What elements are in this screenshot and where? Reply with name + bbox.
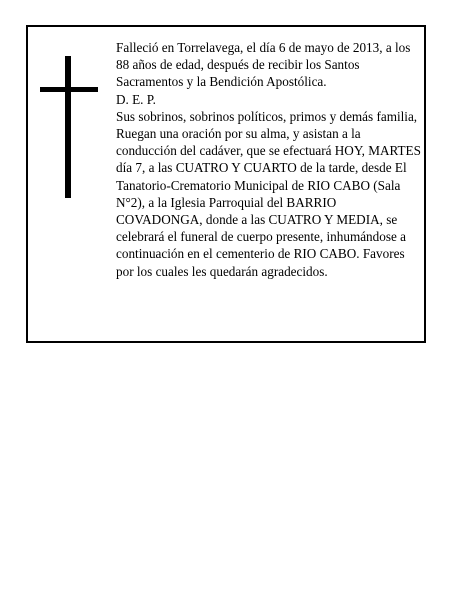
rip-line: D. E. P. <box>116 91 156 107</box>
family-line: Sus sobrinos, sobrinos políticos, primos y demás familia, <box>116 108 418 124</box>
cross-vertical-bar <box>65 56 71 198</box>
death-announcement: Falleció en Torrelavega, el día 6 de mayo de 2013, a los 88 años de edad, después de recibir los Santos Sacramentos y la Bendición Apostólica. <box>116 40 411 90</box>
obituary-notice <box>26 25 426 343</box>
funeral-details: Ruegan una oración por su alma, y asistan a la conducción del cadáver, que se efectuará HOY, MARTES día 7, a las CUATRO Y CUARTO de la tarde, desde El Tanatorio-Crematorio Municipal de RIO CABO (Sala N°2), a la Iglesia Parroquial del BARRIO COVADONGA, donde a las CUATRO Y MEDIA, se celebrará el funeral de cuerpo presente, inhumándose a continuación en el cementerio de RIO CABO. Favores por los cuales les quedarán agradecidos. <box>116 126 421 279</box>
cross-horizontal-bar <box>40 87 98 92</box>
obituary-text <box>116 39 422 280</box>
cross-icon <box>40 56 98 198</box>
